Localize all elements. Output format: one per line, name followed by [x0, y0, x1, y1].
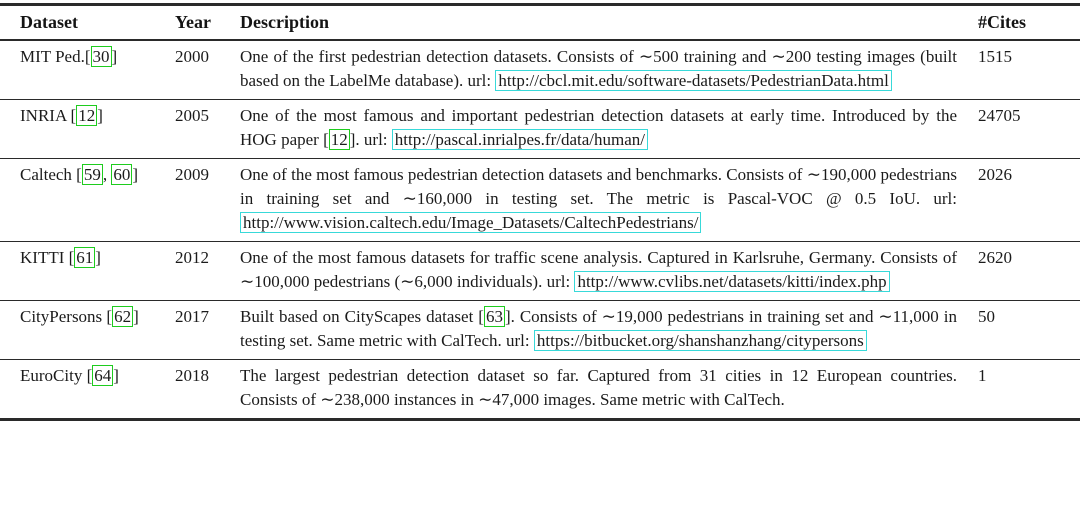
- text-segment: MIT Ped.[: [20, 47, 91, 66]
- dataset-cell: [0, 100, 175, 159]
- citation-link[interactable]: 12: [330, 130, 348, 149]
- table-row: [0, 301, 1080, 360]
- description-cell: [240, 301, 965, 360]
- cites-cell: 2620: [978, 248, 1012, 267]
- col-header-cites: #Cites: [978, 12, 1026, 32]
- cites-cell: 1515: [978, 47, 1012, 66]
- dataset-cell: [0, 40, 175, 100]
- year-cell: 2012: [175, 248, 209, 267]
- table-row: [0, 100, 1080, 159]
- text-segment: EuroCity [: [20, 366, 93, 385]
- paper-table-page: [0, 3, 1080, 421]
- text-segment: ]: [97, 106, 103, 125]
- text-segment: ]: [113, 366, 119, 385]
- dataset-cell: [0, 301, 175, 360]
- text-segment: ,: [102, 165, 112, 184]
- url-link[interactable]: http://www.cvlibs.net/datasets/kitti/index.php: [574, 271, 889, 292]
- description-cell: [240, 159, 965, 242]
- description-cell: [240, 360, 965, 420]
- text-segment: Built based on CityScapes dataset [: [240, 307, 484, 326]
- url-link[interactable]: http://pascal.inrialpes.fr/data/human/: [392, 129, 648, 150]
- citation-link[interactable]: 30: [92, 47, 110, 66]
- text-segment: ]. Consists of ∼19,000 pedestrians in training set and ∼11,000 in testing set. Same metric with CalTech. url:: [240, 307, 957, 350]
- text-segment: INRIA [: [20, 106, 77, 125]
- header-row: [0, 5, 1080, 41]
- dataset-cell: [0, 159, 175, 242]
- text-segment: ]. url:: [349, 130, 392, 149]
- description-cell: [240, 100, 965, 159]
- url-link[interactable]: http://cbcl.mit.edu/software-datasets/PedestrianData.html: [495, 70, 891, 91]
- year-cell: 2018: [175, 366, 209, 385]
- text-segment: ]: [132, 165, 139, 184]
- url-link[interactable]: https://bitbucket.org/shanshanzhang/citypersons: [534, 330, 867, 351]
- text-segment: One of the most famous and important pedestrian detection datasets at early time. Introduced by the HOG paper [: [240, 106, 957, 149]
- col-header-dataset: Dataset: [20, 12, 78, 32]
- table-body: [0, 40, 1080, 420]
- year-cell: 2005: [175, 106, 209, 125]
- col-header-year: Year: [175, 12, 211, 32]
- dataset-cell: [0, 360, 175, 420]
- text-segment: Caltech [: [20, 165, 82, 184]
- cites-cell: 2026: [978, 165, 1012, 184]
- description-cell: [240, 40, 965, 100]
- year-cell: 2000: [175, 47, 209, 66]
- pedestrian-datasets-table: [0, 3, 1080, 421]
- citation-link[interactable]: 63: [485, 307, 503, 326]
- table-row: [0, 40, 1080, 100]
- table-row: [0, 242, 1080, 301]
- text-segment: CityPersons [: [20, 307, 113, 326]
- citation-link[interactable]: 59: [83, 165, 101, 184]
- citation-link[interactable]: 12: [78, 106, 96, 125]
- text-segment: ]: [133, 307, 139, 326]
- text-segment: One of the most famous pedestrian detection datasets and benchmarks. Consists of ∼190,000 pedestrians in training set and ∼160,000 in testing set. The metric is Pascal-VOC @ 0.5 IoU. url:: [240, 165, 957, 208]
- dataset-cell: [0, 242, 175, 301]
- col-header-description: Description: [240, 12, 329, 32]
- url-link[interactable]: http://www.vision.caltech.edu/Image_Datasets/CaltechPedestrians/: [240, 212, 701, 233]
- text-segment: ]: [95, 248, 101, 267]
- table-row: [0, 360, 1080, 420]
- text-segment: The largest pedestrian detection dataset so far. Captured from 31 cities in 12 European countries. Consists of ∼238,000 instances in ∼47,000 images. Same metric with CalTech.: [240, 366, 957, 409]
- year-cell: 2017: [175, 307, 209, 326]
- text-segment: One of the first pedestrian detection datasets. Consists of ∼500 training and ∼200 testing images (built based on the LabelMe database). url:: [240, 47, 957, 90]
- text-segment: One of the most famous datasets for traffic scene analysis. Captured in Karlsruhe, Germany. Consists of ∼100,000 pedestrians (∼6,000 individuals). url:: [240, 248, 957, 291]
- year-cell: 2009: [175, 165, 209, 184]
- text-segment: KITTI [: [20, 248, 75, 267]
- citation-link[interactable]: 62: [114, 307, 132, 326]
- description-cell: [240, 242, 965, 301]
- citation-link[interactable]: 64: [94, 366, 112, 385]
- text-segment: ]: [111, 47, 118, 66]
- citation-link[interactable]: 60: [113, 165, 131, 184]
- cites-cell: 1: [978, 366, 987, 385]
- cites-cell: 50: [978, 307, 995, 326]
- cites-cell: 24705: [978, 106, 1021, 125]
- table-header: [0, 5, 1080, 41]
- table-row: [0, 159, 1080, 242]
- citation-link[interactable]: 61: [76, 248, 94, 267]
